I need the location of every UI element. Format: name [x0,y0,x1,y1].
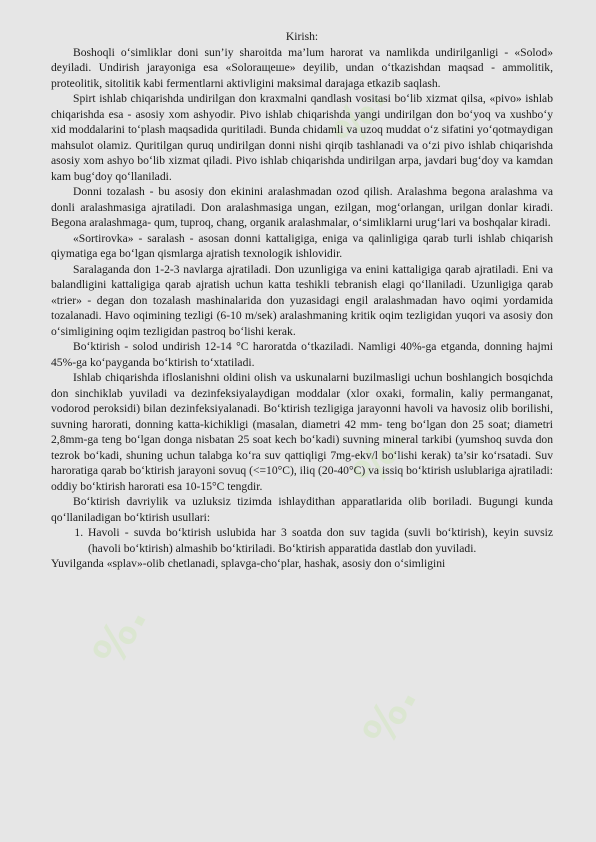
paragraph: Bo‘ktirish - solod undirish 12-14 °C haroratda o‘tkaziladi. Namligi 40%-ga etganda, donning hajmi 45%-ga ko‘payganda bo‘ktirish to‘xtatiladi. [51,340,553,369]
watermark-mark: %. [323,76,398,155]
page-title: Kirish: [285,30,319,43]
watermark-mark: %. [343,416,418,495]
list-item: 1. Havoli - suvda bo‘ktirish uslubida har 3 soatda don suv tagida (suvli bo‘ktirish), keyin suvsiz (havoli bo‘ktirish) almashib bo‘ktiriladi. Bo‘ktirish apparatida dastlab don yuviladi. [86,525,553,556]
watermark-mark: %. [353,676,428,755]
paragraph: «Sortirovka» - saralash - asosan donni kattaligiga, eniga va qalinligiga qarab turli ishlab chiqarish qiymatiga ega bo‘lgan qismlarga ajratish texnologik ishlovidir. [51,231,553,260]
paragraph: Yuvilganda «splav»-olib chetlanadi, splavga-cho‘plar, hashak, asosiy don o‘simligini [51,557,446,570]
numbered-list [51,525,553,556]
paragraph: Spirt ishlab chiqarishda undirilgan don kraxmalni qandlash vositasi bo‘lib xizmat qilsa, «pivo» ishlab chiqarishda esa - asosiy xom ashyodir. Pivo ishlab chiqarishda yangi undirilgan don bo‘yoq va xushbo‘y xid moddalarini to‘plash maqsadida quritiladi. Bunda chidamli va uzoq muddat o‘z sifatini yo‘qotmaydigan mahsulot olamiz. Quritilgan quruq undirilgan donni nishi qirqib tashlanadi va o‘zi pivo ishlab chiqarishda asosiy xom ashyo bo‘lib xizmat qiladi. Pivo ishlab chiqarishda undirilgan arpa, javdari bug‘doy va kamdan kam bug‘doy qo‘llaniladi. [51,92,553,183]
paragraph: Boshoqli o‘simliklar doni sun’iy sharoitda ma’lum harorat va namlikda undirilganligi - «Solod» deyiladi. Undirish jarayoniga esa «Solorащеше» deyilib, undan o‘tkazishdan maqsad - ammolitik, proteolitik, sitolitik kabi fermentlarni aktivligini maksimal darajaga etkazib saqlash. [51,45,553,90]
paragraph: Bo‘ktirish davriylik va uzluksiz tizimda ishlaydithan apparatlarida olib boriladi. Bugungi kunda qo‘llaniladigan bo‘ktirish usullari: [51,495,553,524]
document-body [51,29,553,572]
watermark-mark: %. [83,596,158,675]
paragraph: Ishlab chiqarishda ifloslanishni oldini olish va uskunalarni buzilmasligi uchun boshlangich bosqichda don sinchiklab yuviladi va dezinfeksiyalaydigan moddalar (xlor oxaki, formalin, kaliy permanganat, vodorod peroksidi) bilan dezinfeksiyalanadi. Bo‘ktirish tezligiga jarayonni havoli va havosiz olib borilishi, suvning harorati, donning katta-kichikligi (masalan, diametri 42 mm- teng bo‘lgan don 25 soat; diametri 2,8mm-ga teng bo‘lgan donga nisbatan 25 soat kech bo‘kadi) suvning mineral tarkibi (yumshoq suvda don tezrok bo‘kadi, shuning uchun talabga ko‘ra suv qattiqligi 7mg-ekv/l bo‘lishi kerak) ta’sir ko‘rsatadi. Suv haroratiga qarab bo‘ktirish jarayoni sovuq (<=10°C), iliq (20-40°C) va issiq bo‘ktirish uslublariga ajratiladi: oddiy bo‘ktirish harorati esa 10-15°C tengdir. [51,371,553,493]
paragraph: Donni tozalash - bu asosiy don ekinini aralashmadan ozod qilish. Aralashma begona aralashma va donli aralashmasiga ajratiladi. Don aralashmasiga ungan, ezilgan, mog‘orlangan, urilgan donlar kiradi. Begona aralashmaga- qum, tuproq, chang, organik aralashmalar, o‘simliklarni urug‘lari va boshqalar kiradi. [51,185,553,229]
paragraph: Saralaganda don 1-2-3 navlarga ajratiladi. Don uzunligiga va enini kattaligiga qarab ajratiladi. Eni va balandligini kattaligiga qarab ajratish uchun katta teshikli tebranish elagi qo‘llaniladi. Uzunligiga qarab «trier» - degan don tozalash mashinalarida don yuzasidagi engil aralashmadan havo oqimi yordamida tozalanadi. Havo oqimining tezligi (6-10 m/sek) aralashmaning kritik oqim tezligidan yuqori va asosiy don o‘simligining oqim tezligidan pastroq bo‘lishi kerak. [51,262,553,338]
